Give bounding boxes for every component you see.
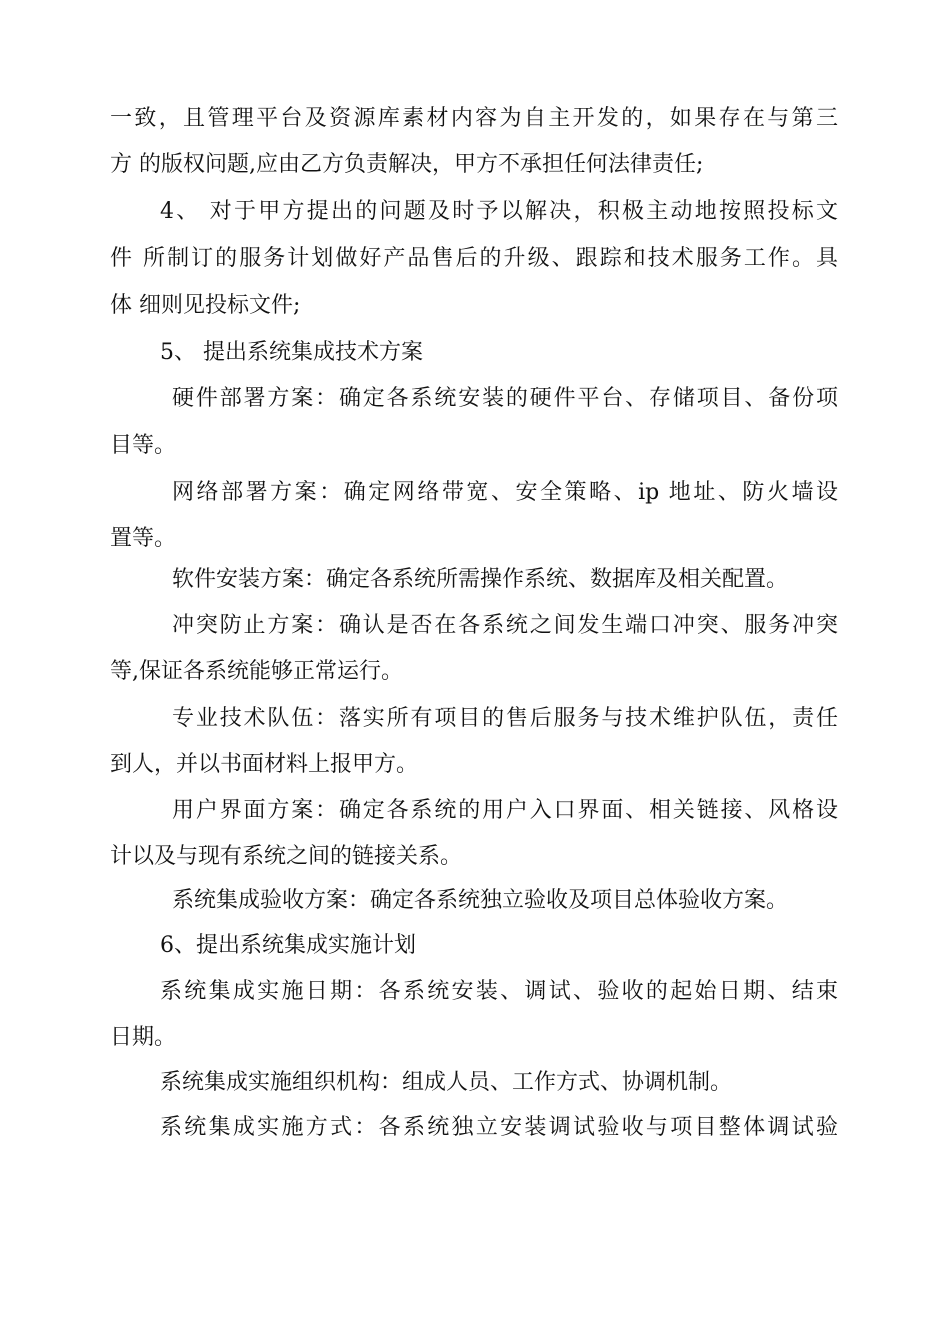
text-line: 计以及与现有系统之间的链接关系。 — [110, 844, 463, 869]
text-line: 目等。 — [110, 433, 177, 458]
text-line: 件 所制订的服务计划做好产品售后的升级、跟踪和技术服务工作。具 — [110, 246, 838, 271]
text-line: 方 的版权问题,应由乙方负责解决，甲方不承担任何法律责任; — [110, 152, 704, 177]
text-line: 网络部署方案：确定网络带宽、安全策略、ip 地址、防火墙设 — [172, 480, 838, 505]
text-line: 软件安装方案：确定各系统所需操作系统、数据库及相关配置。 — [172, 567, 789, 592]
text-line: 等,保证各系统能够正常运行。 — [110, 659, 403, 684]
text-line: 系统集成验收方案：确定各系统独立验收及项目总体验收方案。 — [172, 888, 789, 913]
text-line: 系统集成实施组织机构：组成人员、工作方式、协调机制。 — [160, 1070, 733, 1095]
text-line: 一致，且管理平台及资源库素材内容为自主开发的，如果存在与第三 — [110, 106, 838, 131]
text-line: 体 细则见投标文件; — [110, 293, 301, 318]
text-line: 冲突防止方案：确认是否在各系统之间发生端口冲突、服务冲突 — [172, 613, 838, 638]
section-heading: 5、 提出系统集成技术方案 — [160, 340, 423, 365]
section-heading: 6、提出系统集成实施计划 — [160, 933, 416, 958]
text-line: 系统集成实施方式：各系统独立安装调试验收与项目整体调试验 — [160, 1115, 838, 1140]
text-line: 用户界面方案：确定各系统的用户入口界面、相关链接、风格设 — [172, 798, 838, 823]
text-line: 硬件部署方案：确定各系统安装的硬件平台、存储项目、备份项 — [172, 386, 838, 411]
text-line: 4、 对于甲方提出的问题及时予以解决，积极主动地按照投标文 — [160, 199, 838, 224]
text-line: 到人，并以书面材料上报甲方。 — [110, 752, 419, 777]
text-line: 置等。 — [110, 526, 177, 551]
text-line: 日期。 — [110, 1025, 177, 1050]
text-line: 系统集成实施日期：各系统安装、调试、验收的起始日期、结束 — [160, 979, 838, 1004]
text-line: 专业技术队伍：落实所有项目的售后服务与技术维护队伍，责任 — [172, 706, 838, 731]
